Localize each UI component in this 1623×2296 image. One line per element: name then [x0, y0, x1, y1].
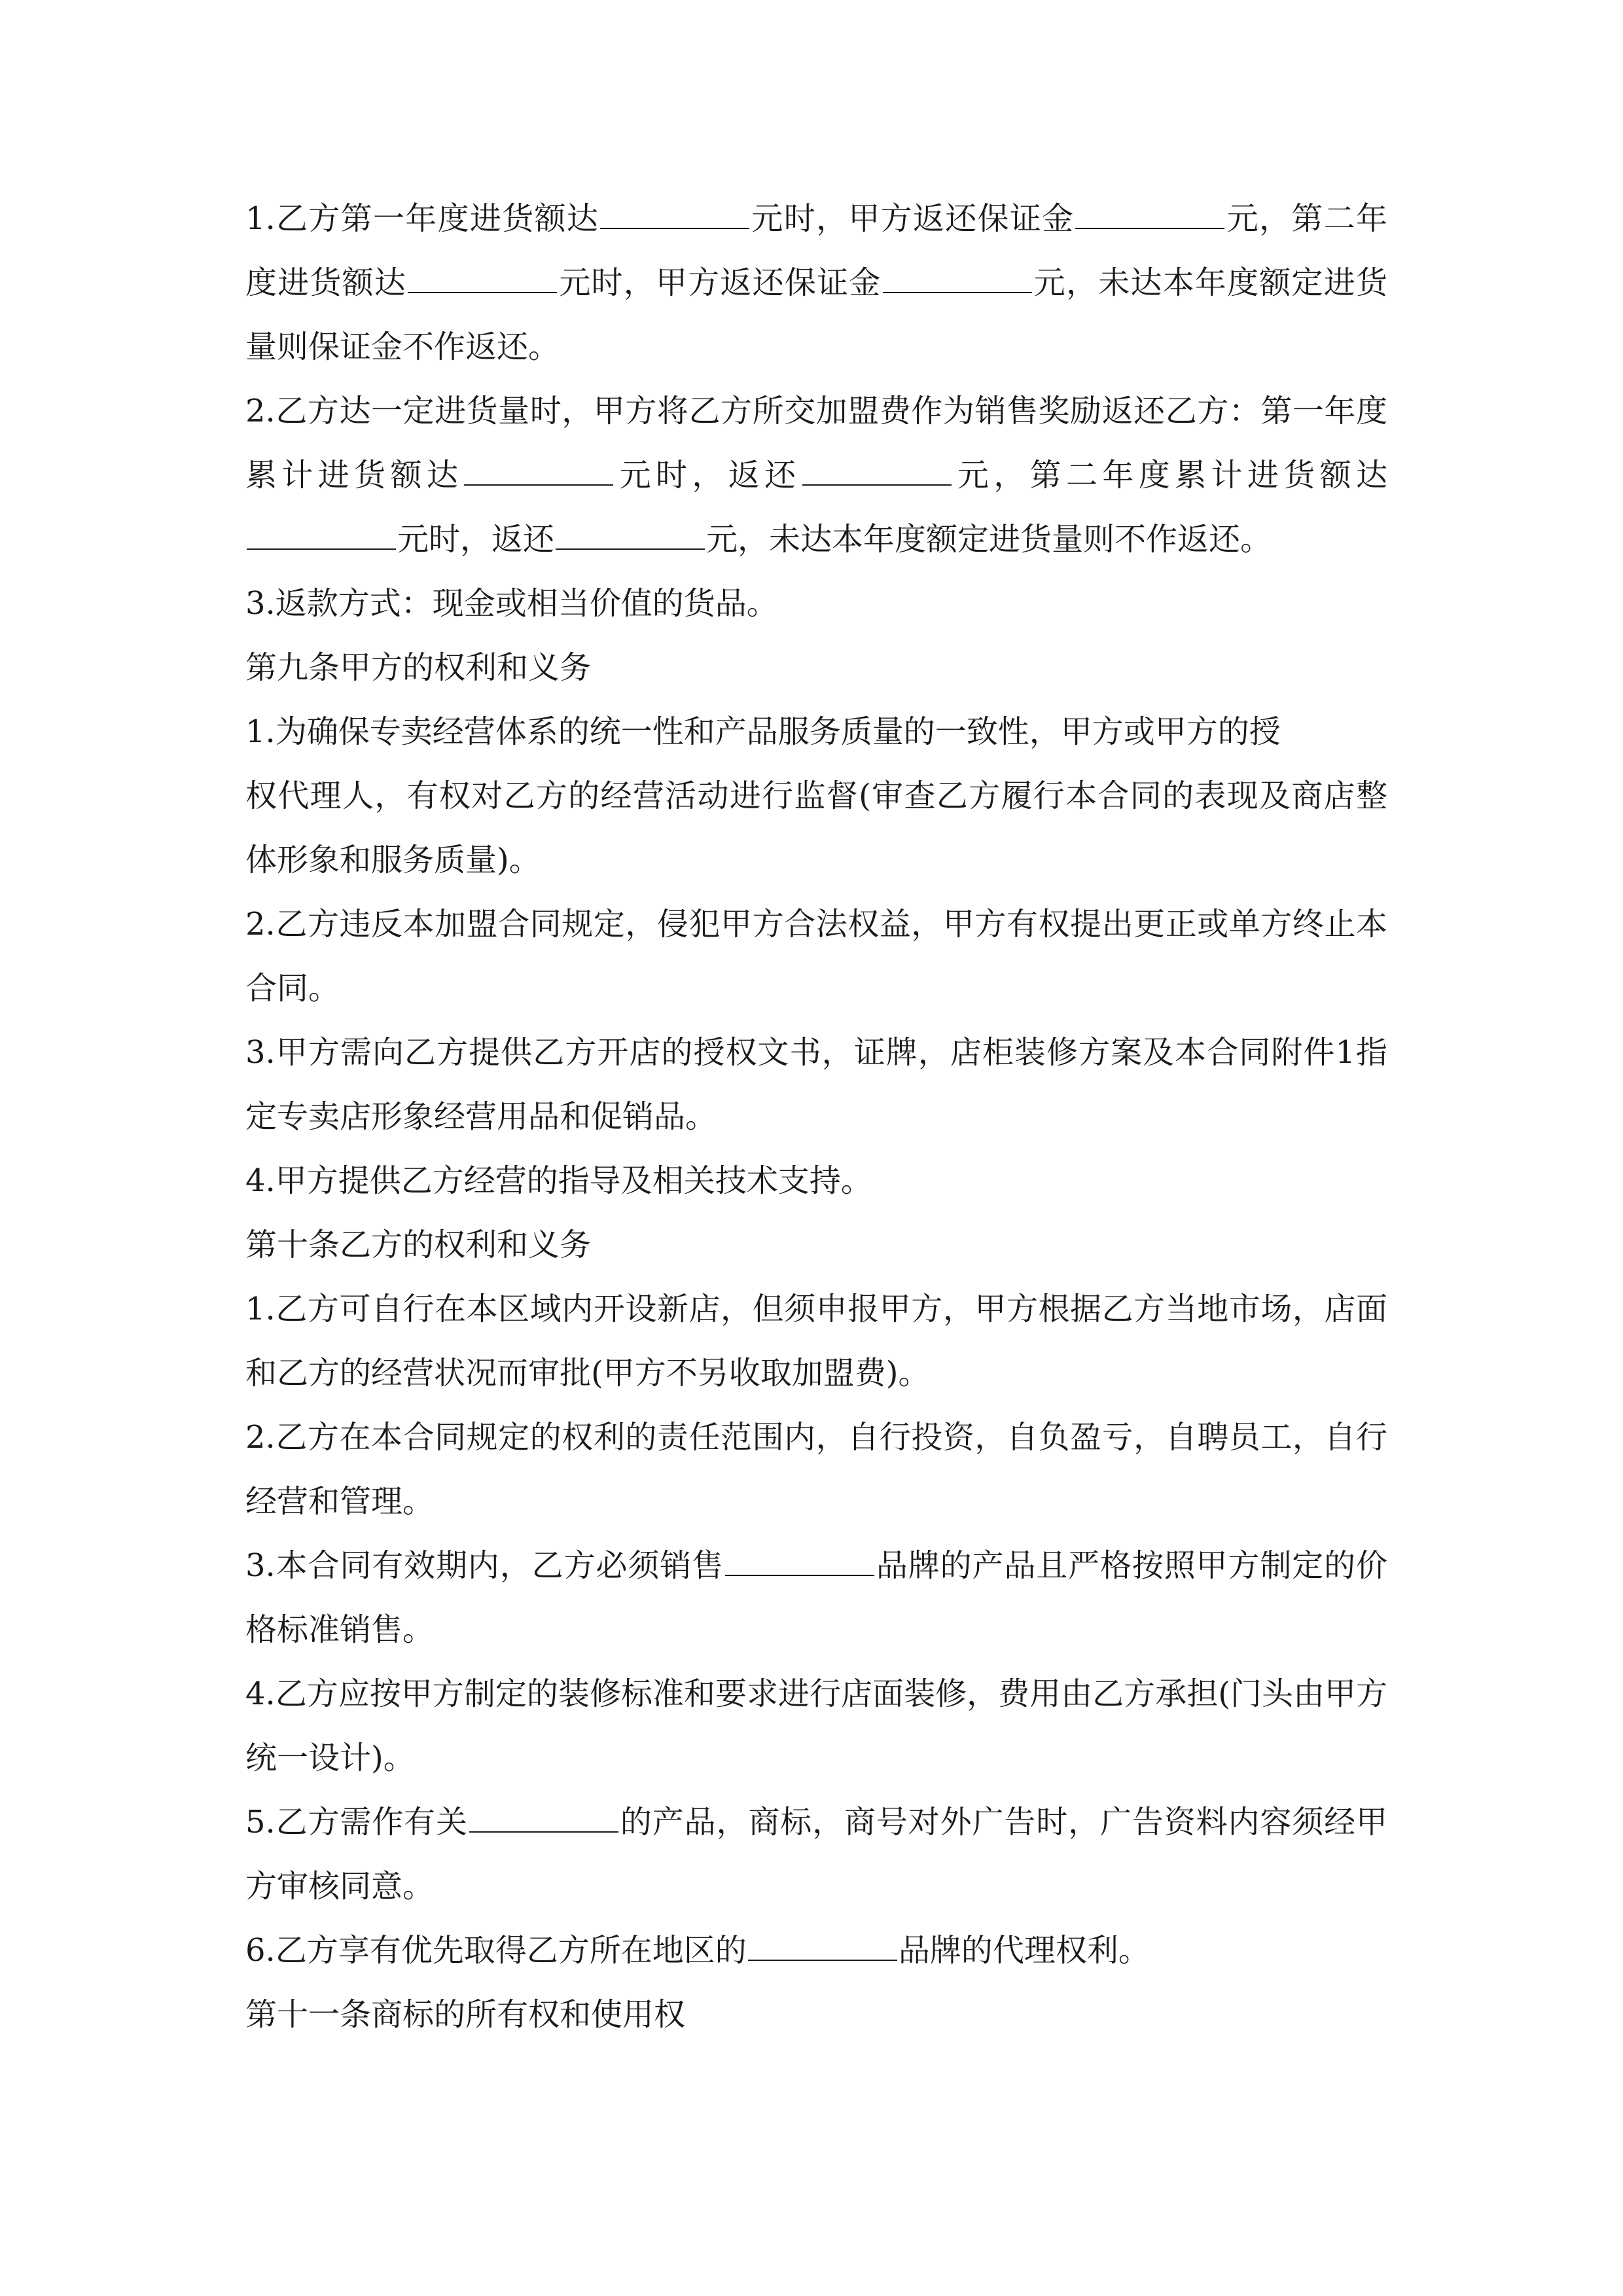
fill-in-blank: [748, 1959, 897, 1961]
fill-in-blank: [469, 1831, 618, 1833]
paragraph-9-2: 2.乙方违反本加盟合同规定，侵犯甲方合法权益，甲方有权提出更正或单方终止本合同。: [245, 906, 1387, 1007]
text-segment: 元时，返还: [615, 457, 801, 493]
paragraph-9-1-line1: 1.为确保专卖经营体系的统一性和产品服务质量的一致性，甲方或甲方的授: [245, 713, 1281, 750]
text-segment: 1.乙方第一年度进货额达: [245, 200, 599, 237]
text-segment: 6.乙方享有优先取得乙方所在地区的: [245, 1932, 747, 1969]
paragraph-refund-method: 3.返款方式：现金或相当价值的货品。: [245, 585, 778, 622]
fill-in-blank: [408, 291, 557, 293]
fill-in-blank: [556, 548, 705, 550]
paragraph-10-4: 4.乙方应按甲方制定的装修标准和要求进行店面装修，费用由乙方承担(门头由甲方统一设计)。: [245, 1676, 1387, 1776]
fill-in-blank: [1075, 227, 1224, 229]
heading-article-9: 第九条甲方的权利和义务: [245, 649, 592, 686]
text-segment: 5.乙方需作有关: [245, 1804, 468, 1840]
fill-in-blank: [802, 484, 952, 486]
paragraph-9-1-line2: 权代理人，有权对乙方的经营活动进行监督(审查乙方履行本合同的表现及商店整体形象和服务质量)。: [245, 778, 1387, 878]
heading-article-10: 第十条乙方的权利和义务: [245, 1227, 592, 1263]
document-body: [245, 187, 1387, 2047]
fill-in-blank: [725, 1574, 874, 1576]
text-segment: 3.本合同有效期内，乙方必须销售: [245, 1547, 724, 1584]
paragraph-10-5: [245, 1790, 1387, 1918]
paragraph-9-4: 4.甲方提供乙方经营的指导及相关技术支持。: [245, 1162, 872, 1199]
fill-in-blank: [600, 227, 749, 229]
text-segment: 的产品，商标，商号对外广告时，广告资料内容须经甲方审核同意。: [245, 1804, 1387, 1905]
paragraph-sales-reward: [245, 379, 1387, 571]
text-segment: 品牌的代理权利。: [898, 1932, 1150, 1969]
fill-in-blank: [464, 484, 613, 486]
text-segment: 元，第二年度进货额达: [245, 200, 1387, 301]
paragraph-10-3: [245, 1534, 1387, 1662]
paragraph-10-2: 2.乙方在本合同规定的权利的责任范围内，自行投资，自负盈亏，自聘员工，自行经营和管理。: [245, 1419, 1387, 1520]
text-segment: 元，未达本年度额定进货量则不作返还。: [706, 521, 1272, 558]
text-segment: 2.乙方达一定进货量时，甲方将乙方所交加盟费作为销售奖励返还乙方：第一年度累计进货额达: [245, 393, 1387, 493]
fill-in-blank: [883, 291, 1032, 293]
text-segment: 品牌的产品且严格按照甲方制定的价格标准销售。: [245, 1547, 1387, 1648]
paragraph-10-6: [245, 1918, 1387, 1982]
text-segment: 元，第二年度累计进货额达: [952, 457, 1387, 493]
text-segment: 元时，甲方返还保证金: [751, 200, 1075, 237]
paragraph-10-1: 1.乙方可自行在本区域内开设新店，但须申报甲方，甲方根据乙方当地市场，店面和乙方的经营状况而审批(甲方不另收取加盟费)。: [245, 1291, 1387, 1391]
heading-article-11: 第十一条商标的所有权和使用权: [245, 1996, 686, 2033]
text-segment: 元时，返还: [397, 521, 555, 558]
paragraph-deposit-return: [245, 187, 1387, 379]
text-segment: 元，未达本年度额定进货量则保证金不作返还。: [245, 264, 1387, 365]
paragraph-9-3: 3.甲方需向乙方提供乙方开店的授权文书，证牌，店柜装修方案及本合同附件1指定专卖店形象经营用品和促销品。: [245, 1034, 1387, 1135]
fill-in-blank: [247, 548, 396, 550]
text-segment: 元时，甲方返还保证金: [558, 264, 882, 301]
